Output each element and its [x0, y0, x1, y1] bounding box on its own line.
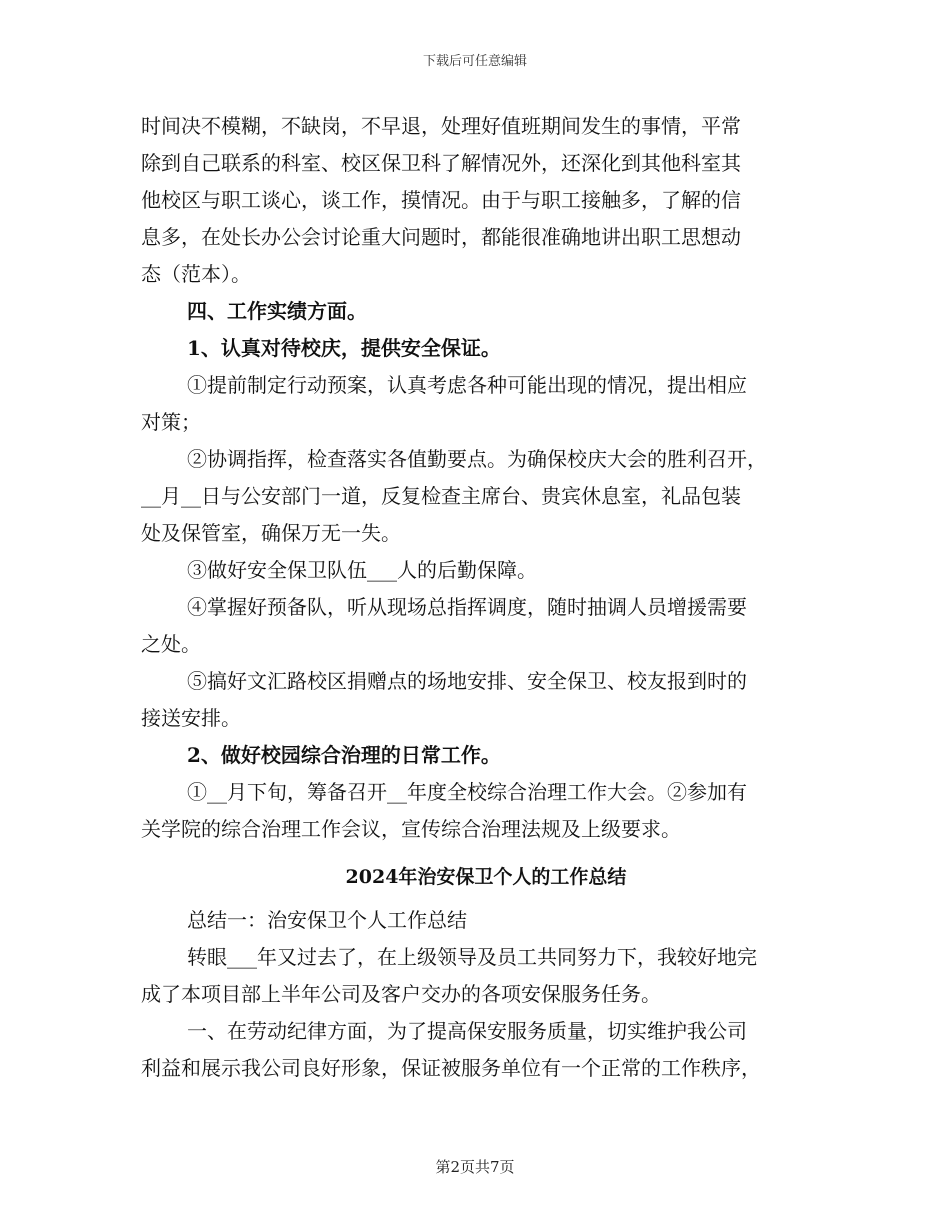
list-item-continuation: 接送安排。 [141, 706, 241, 730]
page-header: 下载后可任意编辑 [422, 54, 527, 69]
document-body [141, 108, 831, 1087]
list-item: ④掌握好预备队，听从现场总指挥调度，随时抽调人员增援需要 [187, 595, 747, 619]
paragraph-line: 转眼___年又过去了，在上级领导及员工共同努力下，我较好地完 [187, 945, 757, 969]
paragraph-line: 关学院的综合治理工作会议，宣传综合治理法规及上级要求。 [141, 817, 681, 841]
list-item: ①提前制定行动预案，认真考虑各种可能出现的情况，提出相应 [187, 373, 747, 397]
list-item-continuation: 处及保管室，确保万无一失。 [141, 521, 401, 545]
paragraph-line: 态（范本）。 [141, 262, 251, 286]
subsection-heading: 2、做好校园综合治理的日常工作。 [187, 743, 501, 767]
paragraph-line: 时间决不模糊，不缺岗，不早退，处理好值班期间发生的事情，平常 [141, 114, 741, 138]
list-item-continuation: 之处。 [141, 632, 201, 656]
paragraph-line: ①__月下旬，筹备召开__年度全校综合治理工作大会。②参加有 [187, 780, 747, 804]
paragraph-line: 利益和展示我公司良好形象，保证被服务单位有一个正常的工作秩序， [141, 1056, 761, 1080]
paragraph-line: 一、在劳动纪律方面，为了提高保安服务质量，切实维护我公司 [187, 1019, 747, 1043]
summary-subtitle: 总结一：治安保卫个人工作总结 [187, 908, 467, 932]
paragraph-line: 息多，在处长办公会讨论重大问题时，都能很准确地讲出职工思想动 [141, 225, 741, 249]
paragraph-line: 除到自己联系的科室、校区保卫科了解情况外，还深化到其他科室其 [141, 151, 741, 175]
list-item: ②协调指挥，检查落实各值勤要点。为确保校庆大会的胜利召开， [187, 447, 767, 471]
list-item-continuation: __月__日与公安部门一道，反复检查主席台、贵宾休息室，礼品包装 [141, 484, 741, 508]
section-heading: 四、工作实绩方面。 [187, 299, 367, 323]
paragraph-line: 他校区与职工谈心，谈工作，摸情况。由于与职工接触多，了解的信 [141, 188, 741, 212]
paragraph-line: 成了本项目部上半年公司及客户交办的各项安保服务任务。 [141, 982, 661, 1006]
subsection-heading: 1、认真对待校庆，提供安全保证。 [187, 336, 501, 360]
document-title: 2024年治安保卫个人的工作总结 [345, 866, 627, 888]
list-item-continuation: 对策； [141, 410, 201, 434]
page-footer: 第2页共7页 [435, 1158, 515, 1176]
list-item: ⑤搞好文汇路校区捐赠点的场地安排、安全保卫、校友报到时的 [187, 669, 747, 693]
list-item: ③做好安全保卫队伍___人的后勤保障。 [187, 558, 537, 582]
